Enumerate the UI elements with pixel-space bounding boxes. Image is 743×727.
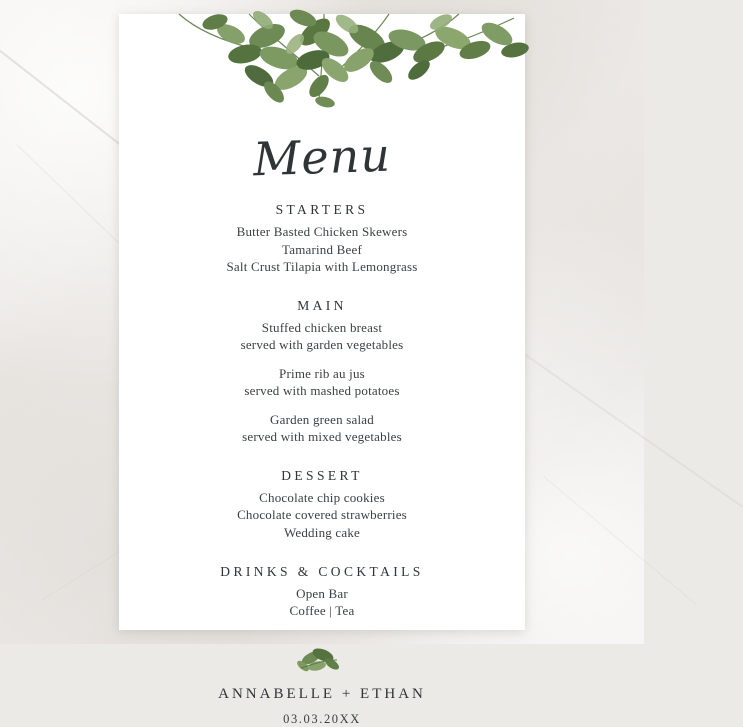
menu-section-main <box>119 298 525 446</box>
menu-item: Stuffed chicken breast <box>261 319 383 335</box>
menu-item: Salt Crust Tilapia with Lemongrass <box>226 259 418 275</box>
marble-vein <box>543 476 697 605</box>
menu-content <box>119 126 525 727</box>
menu-item: Prime rib au jus <box>279 365 365 381</box>
menu-item: Garden green salad <box>270 411 374 427</box>
menu-title: Menu <box>252 127 392 187</box>
menu-item: Wedding cake <box>283 525 361 541</box>
marble-vein <box>497 334 743 507</box>
menu-footer <box>119 646 525 727</box>
leaf-sprig-icon <box>287 646 357 676</box>
menu-item: Open Bar <box>296 585 348 601</box>
section-heading: MAIN <box>297 297 347 313</box>
menu-section-dessert <box>119 468 525 542</box>
menu-card <box>119 14 525 726</box>
menu-item-group <box>119 411 525 446</box>
eucalyptus-greenery-icon <box>119 14 525 129</box>
menu-item-detail: served with mashed potatoes <box>244 383 400 399</box>
menu-item-group <box>119 585 525 620</box>
section-heading: DESSERT <box>281 467 363 483</box>
menu-item-group <box>119 489 525 542</box>
menu-item-group <box>119 319 525 354</box>
section-heading: STARTERS <box>275 202 369 217</box>
menu-item: Chocolate chip cookies <box>259 489 385 505</box>
menu-item-detail: served with mixed vegetables <box>242 429 402 445</box>
menu-item-detail: served with garden vegetables <box>240 337 404 353</box>
wedding-date: 03.03.20XX <box>283 711 361 726</box>
couple-names: ANNABELLE + ETHAN <box>218 685 426 702</box>
menu-item: Butter Basted Chicken Skewers <box>236 224 408 239</box>
menu-section-drinks <box>119 564 525 620</box>
menu-item: Chocolate covered strawberries <box>237 507 407 523</box>
menu-item: Tamarind Beef <box>281 241 363 257</box>
menu-item-group <box>119 365 525 400</box>
menu-item: Coffee | Tea <box>289 603 355 619</box>
menu-item-group <box>119 223 525 276</box>
menu-section-starters <box>119 202 525 276</box>
section-heading: DRINKS & COCKTAILS <box>220 563 424 579</box>
